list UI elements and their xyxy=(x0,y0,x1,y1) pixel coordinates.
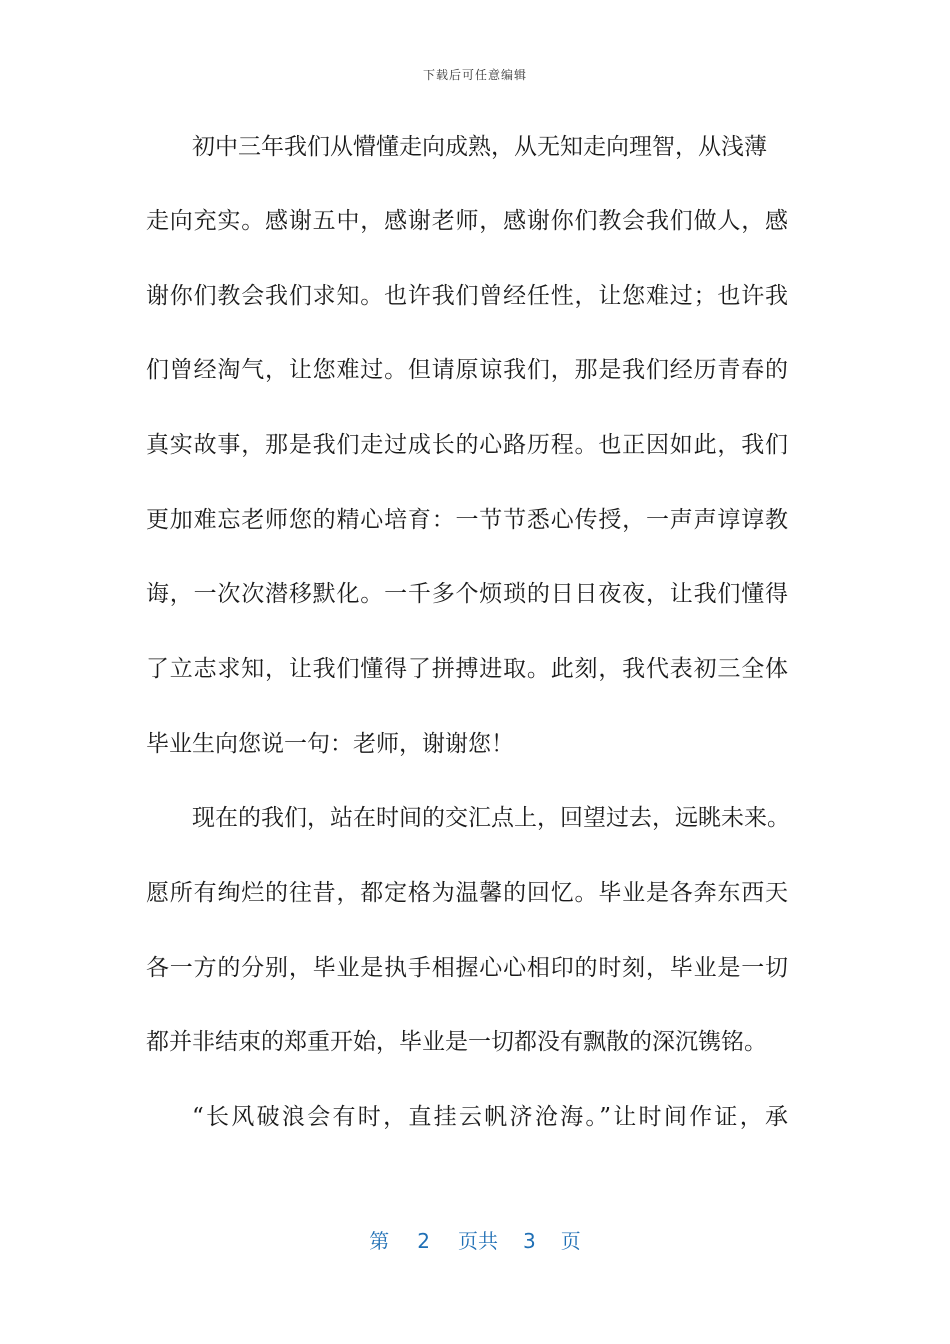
paragraph-line: 诲，一次次潜移默化。一千多个烦琐的日日夜夜，让我们懂得 xyxy=(146,581,788,607)
page-footer xyxy=(0,1225,950,1254)
paragraph-line: 谢你们教会我们求知。也许我们曾经任性，让您难过；也许我 xyxy=(146,283,788,309)
paragraph-line: 都并非结束的郑重开始，毕业是一切都没有飘散的深沉镌铭。 xyxy=(146,1029,767,1055)
page-header: 下载后可任意编辑 xyxy=(422,68,527,82)
paragraph-line: 了立志求知，让我们懂得了拼搏进取。此刻，我代表初三全体 xyxy=(146,656,788,682)
page-middle-label: 页共 xyxy=(458,1229,498,1253)
page-current-number: 2 xyxy=(417,1229,430,1253)
paragraph-line: 愿所有绚烂的往昔，都定格为温馨的回忆。毕业是各奔东西天 xyxy=(146,880,788,906)
paragraph-line: 各一方的分别，毕业是执手相握心心相印的时刻，毕业是一切 xyxy=(146,955,788,981)
paragraph-line: 初中三年我们从懵懂走向成熟，从无知走向理智，从浅薄 xyxy=(192,134,767,160)
page-suffix-label: 页 xyxy=(560,1229,581,1253)
paragraph-line: 们曾经淘气，让您难过。但请原谅我们，那是我们经历青春的 xyxy=(146,357,788,383)
page-label: 第 xyxy=(369,1229,390,1253)
paragraph-line: 现在的我们，站在时间的交汇点上，回望过去，远眺未来。 xyxy=(192,805,790,831)
paragraph-line: 毕业生向您说一句：老师，谢谢您！ xyxy=(146,731,514,757)
paragraph-line: 走向充实。感谢五中，感谢老师，感谢你们教会我们做人，感 xyxy=(146,208,788,234)
page-total-number: 3 xyxy=(522,1229,536,1253)
paragraph-line: 更加难忘老师您的精心培育：一节节悉心传授，一声声谆谆教 xyxy=(146,507,788,533)
paragraph-line: 真实故事，那是我们走过成长的心路历程。也正因如此，我们 xyxy=(146,432,788,458)
paragraph-line: “长风破浪会有时，直挂云帆济沧海。”让时间作证，承 xyxy=(192,1104,788,1130)
